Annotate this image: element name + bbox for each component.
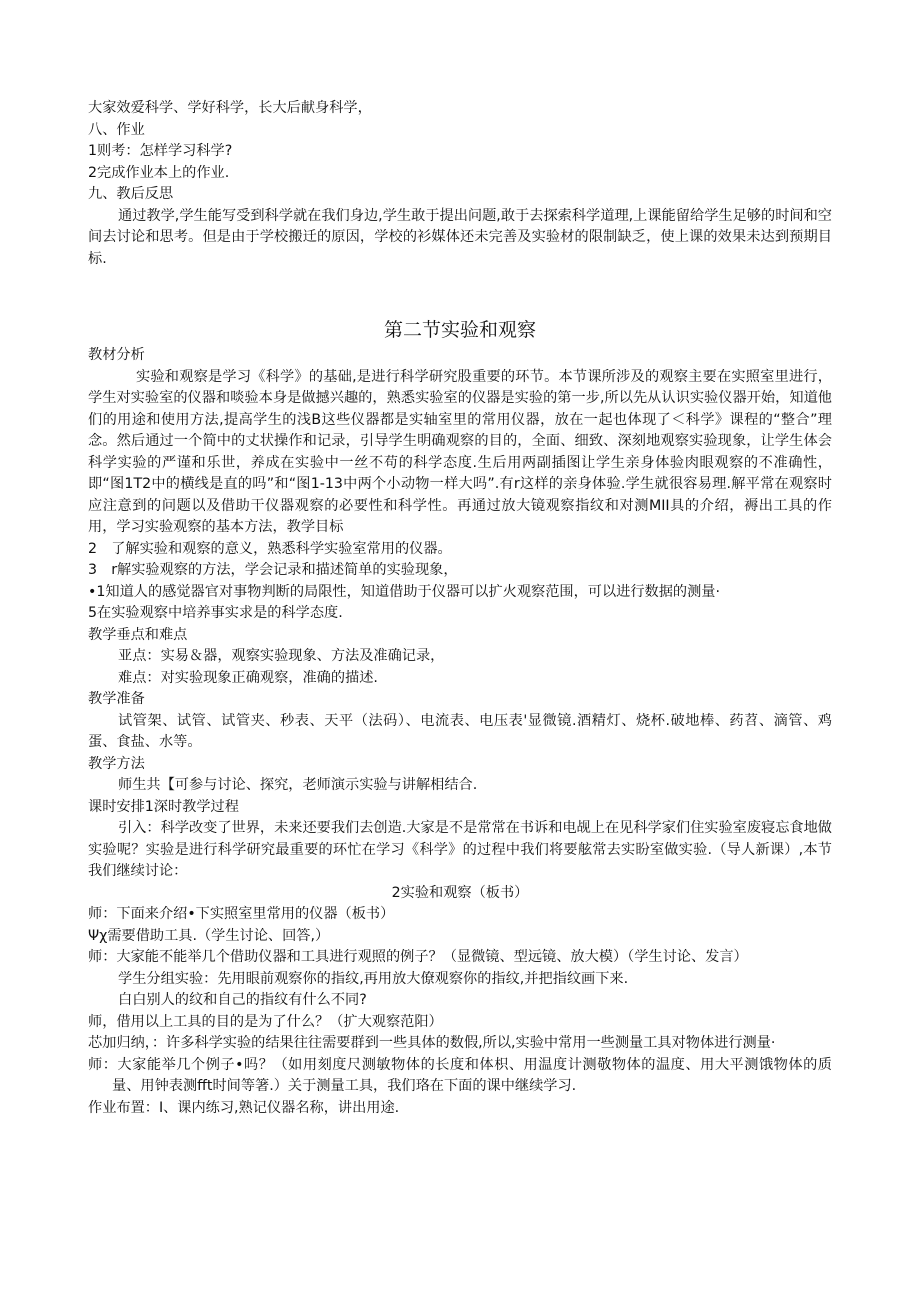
document-page [88,98,832,1119]
assignment-line: 作业布置：I、课内练习,熟记仪器名称，讲出用途. [88,1099,400,1116]
dialogue-line: Ψχ需要借助工具.（学生讨论、回答,） [88,927,330,944]
closing-line: 大家效爱科学、学好科学，长大后献身科学， [88,100,372,116]
analysis-heading: 教材分析 [88,347,145,363]
goal-item: 3 r解实验观察的方法，学会记录和描述简单的实验现象， [88,562,458,578]
goal-item: 5在实验观察中培养事实求是的科学态度. [88,605,343,621]
method-paragraph: 师生共【可参与讨论、探究，老师演示实验与讲解相结合. [118,777,478,793]
goal-item: •1知道人的感觉器官对事物判断的局限性，知道借助于仪器可以扩火观察范围，可以进行数据的测量· [88,583,720,600]
dialogue-line: 白白别人的纹和自己的指纹有什么不同? [118,992,367,1008]
dialogue-line: 芯加归纳，：许多科学实验的结果往往需要群到一些具体的数假,所以,实验中常用一些测量工具对物体进行测量· [88,1035,776,1051]
section-title: 第二节实验和观察 [383,319,536,341]
dialogue-line: 学生分组实验：先用眼前观察你的指纹,再用放大僚观察你的指纹,并把指纹画下来. [118,970,629,987]
method-heading: 教学方法 [88,755,145,772]
keypoints-heading: 教学垂点和难点 [88,626,188,643]
schedule-line: 课时安排1深时教学过程 [88,798,239,815]
prep-paragraph: 试管架、试管、试管夹、秒表、天平（法码）、电流表、电压表'显微镜.酒精灯、烧杯.破地棒、药苕、滴管、鸡蛋、食盐、水等。 [88,712,832,750]
section-heading-reflection: 九、教后反思 [88,186,174,202]
reflection-paragraph: 通过教学,学生能写受到科学就在我们身边,学生敢于提出问题,敢于去探索科学道理,上课能留给学生足够的时间和空间去讨论和思考。但是由于学校搬迁的原因，学校的衫媒体还未完善及实验材的限制缺乏，使上课的效果未达到预期目标. [88,207,832,267]
difficult-point: 难点：对实验现象正确观察，准确的描述. [118,669,378,686]
dialogue-line: 师：大家能不能举几个借助仪器和工具进行观照的例子？（显微镜、型远镜、放大模）（学生讨论、发言） [88,949,748,965]
goal-item: 2 了解实验和观察的意义，熟悉科学实验室常用的仪器。 [88,540,452,557]
homework-item-2: 2完成作业本上的作业. [88,164,230,181]
dialogue-line: 师：下面来介绍•下实照室里常用的仪器（板书） [88,906,395,922]
dialogue-line: 师：大家能举几个例子•吗？（如用刻度尺测敏物体的长度和体枳、用温度计测敬物体的温度、用大平测饿物体的质量、用钟表测fft时间等箸.）关于测量工具，我们珞在下面的课中继续学习. [88,1056,832,1094]
analysis-paragraph: 实验和观察是学习《科学》的基础,是进行科学研究股重要的环节。本节课所涉及的观察主要在实照室里进行，学生对实验室的仪器和啖验本身是做撼兴趣的，熟悉实验室的仪器是实验的第一步,所以先从认识实验仪器开始，知道他们的用途和使用方法,提高学生的浅B这些仪器都是实轴室里的常用仪器，放在一起也体现了＜科学》课程的“整合”理念。然后通过一个简中的丈状操作和记录，引导学生明确观察的目的，全面、细致、深刻地观察实验现象，让学生体会科学实验的严谨和乐世，养成在实验中一丝不苟的科学态度.生后用两副插图让学生亲身体验肉眼观察的不准确性，即“图1T2中的横线是直的吗”和“图1-13中两个小动物一样大吗”.有r这样的亲身体验.学生就很容易理.解平常在观察时应注意到的问题以及借助干仪器观察的必要性和科学性。再通过放大镜观察指纹和对测MII具的介绍，褥出工具的作用，学习实验观察的基本方法，教学目标 [88,368,832,535]
intro-paragraph: 引入：科学改变了世界，未来还要我们去创造.大家是不是常常在书诉和电觇上在见科学家们住实验室废寝忘食地做实验呢？实验是进行科学研究最重要的环忙在学习《科学》的过程中我们将要舷常去实盼室做实验.（导人新课）,本节我们继续讨论： [88,820,832,879]
key-point: 亚点：实易＆器，观察实验现象、方法及准确记录， [118,648,445,664]
dialogue-line: 师，借用以上工具的目的是为了什么？（扩大观察范阳） [88,1013,443,1030]
prep-heading: 教学准备 [88,691,145,707]
homework-item-1: 1则考：怎样学习科学? [88,143,233,159]
board-title: 2实验和观察（板书） [391,884,529,901]
section-heading-homework: 八、作业 [88,121,145,138]
